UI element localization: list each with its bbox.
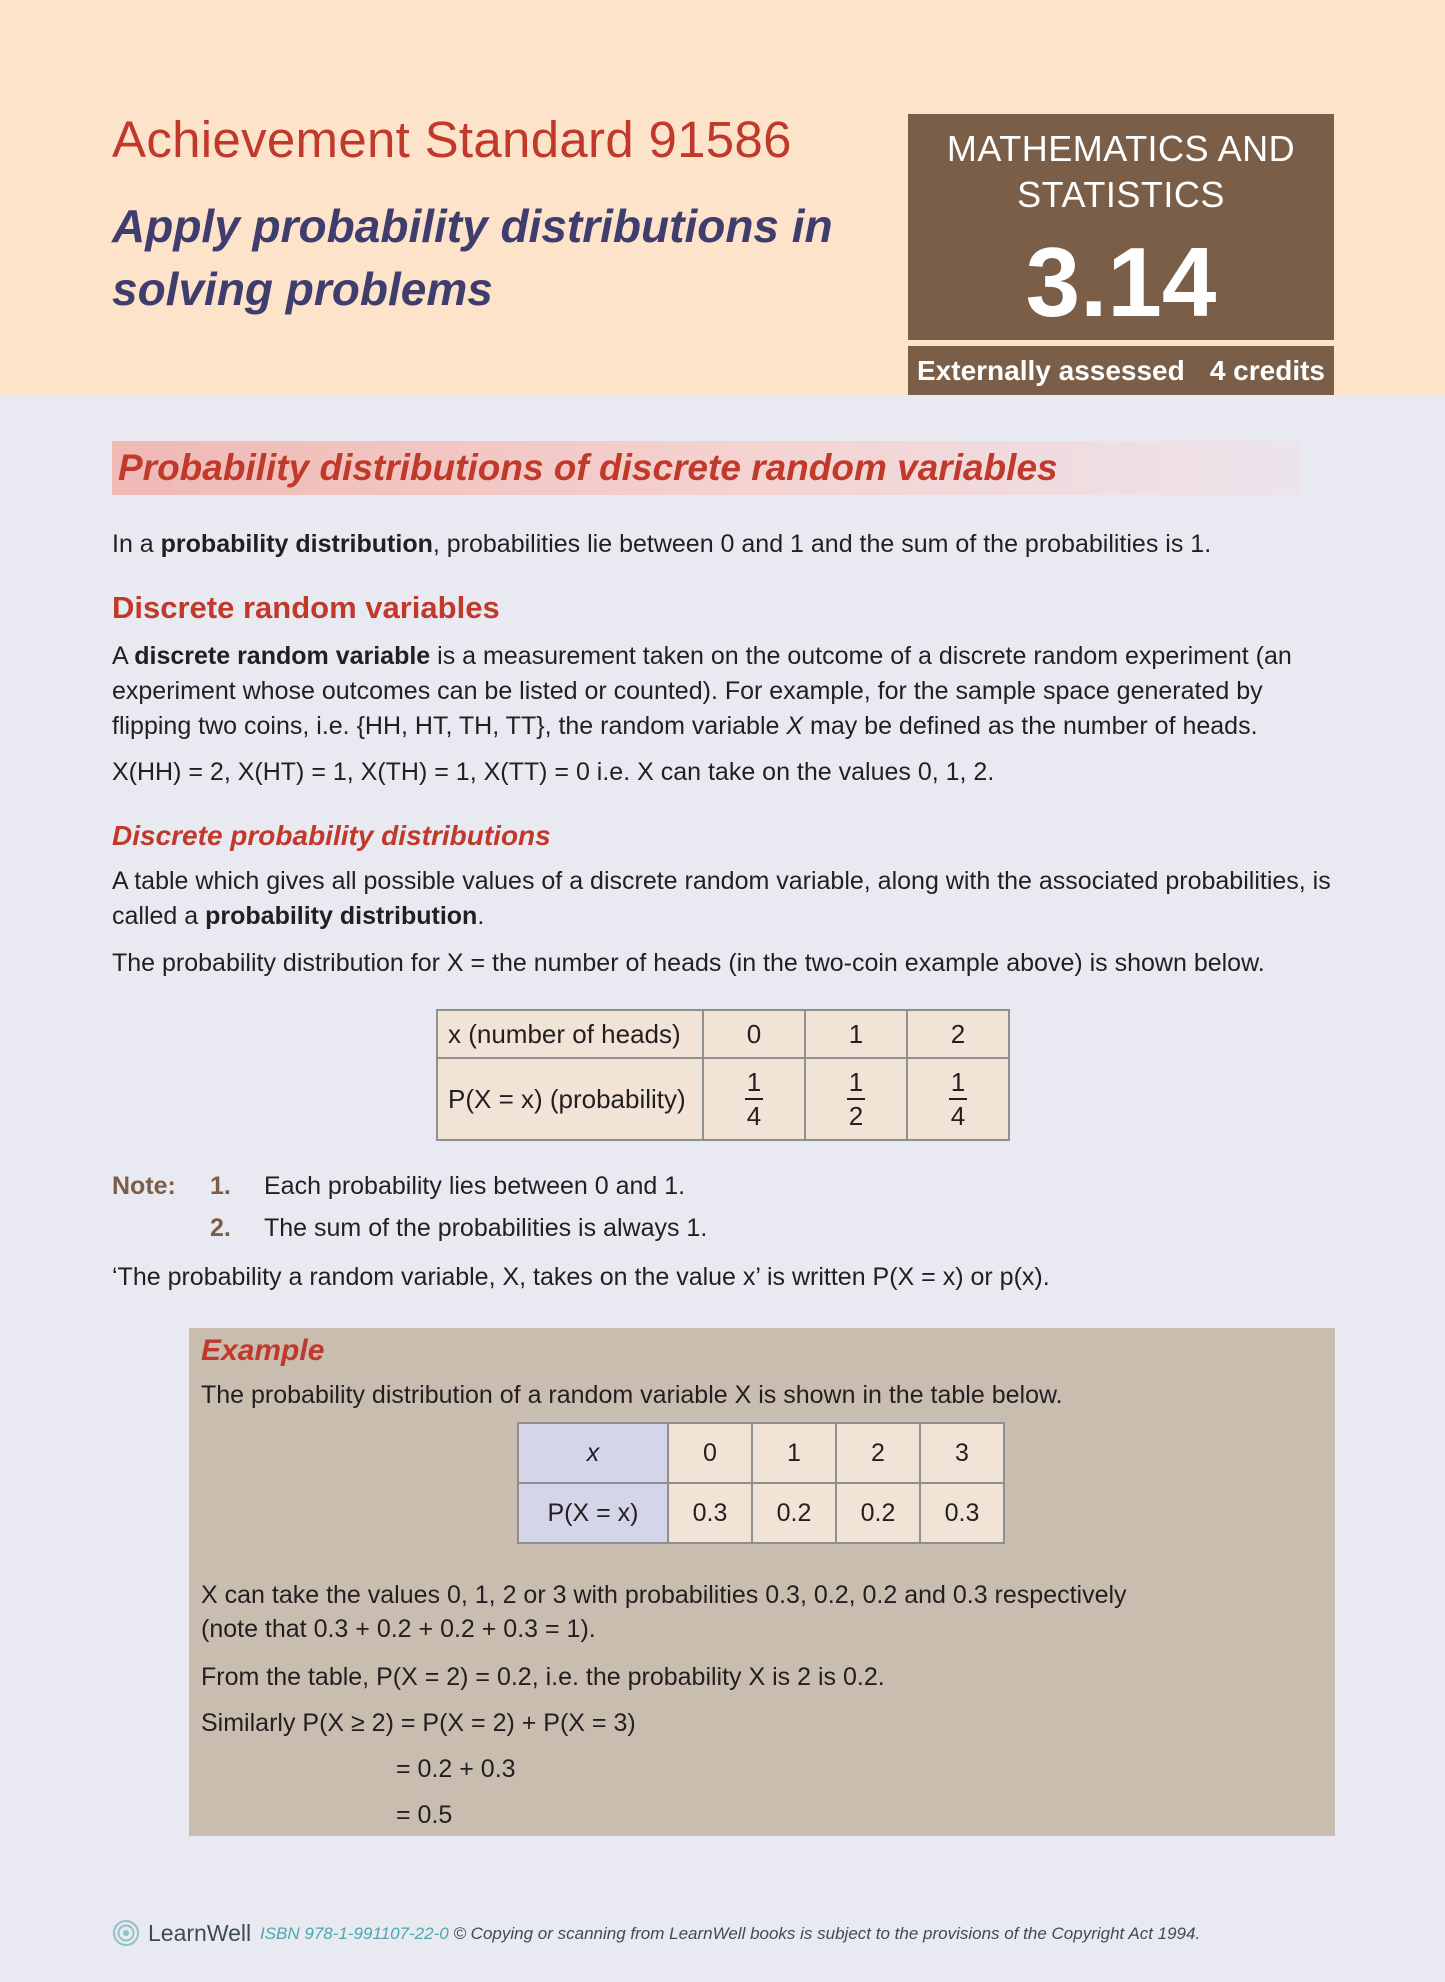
notation-line: ‘The probability a random variable, X, takes on the value x’ is written P(X = x) or p(x). — [112, 1263, 1050, 1291]
numerator: 1 — [746, 1067, 762, 1097]
table-header-cell: P(X = x) (probability) — [437, 1058, 703, 1140]
table-cell: 0.3 — [920, 1483, 1004, 1543]
table-cell: 2 — [836, 1423, 920, 1483]
note-number: 1. — [210, 1172, 231, 1200]
assessment-type: Externally assessed — [917, 355, 1185, 386]
distributions-text-end: . — [477, 902, 485, 930]
table-cell — [703, 1058, 805, 1140]
note-number: 2. — [210, 1214, 231, 1242]
example-line-1: X can take the values 0, 1, 2 or 3 with probabilities 0.3, 0.2, 0.2 and 0.3 respectively — [201, 1581, 1127, 1609]
table-cell: 3 — [920, 1423, 1004, 1483]
denominator: 4 — [950, 1101, 966, 1131]
distributions-text: A table which gives all possible values of a discrete random variable, along with the associated probabilities, is called a — [112, 867, 1331, 930]
standard-subtitle: Apply probability distributions in solving problems — [112, 200, 833, 315]
table-row — [518, 1423, 1004, 1483]
note-label: Note: — [112, 1172, 176, 1200]
standard-title: Achievement Standard 91586 — [112, 111, 792, 168]
example-title: Example — [201, 1334, 325, 1367]
table-cell: 1 — [805, 1010, 907, 1058]
table-row — [437, 1010, 1009, 1058]
table-row — [518, 1483, 1004, 1543]
legal-text — [260, 1924, 1200, 1944]
subject-number: 3.14 — [1025, 227, 1217, 337]
table-cell: 0 — [703, 1010, 805, 1058]
numerator: 1 — [848, 1067, 864, 1097]
discrete-text: A — [112, 642, 135, 670]
fraction — [847, 1067, 865, 1131]
example-line-3: From the table, P(X = 2) = 0.2, i.e. the probability X is 2 is 0.2. — [201, 1663, 885, 1691]
table-cell: 1 — [752, 1423, 836, 1483]
section-title: Probability distributions of discrete random variables — [118, 447, 1058, 488]
distributions-paragraph-2: The probability distribution for X = the number of heads (in the two-coin example above) is shown below. — [112, 949, 1265, 977]
table-header-cell: x — [518, 1423, 668, 1483]
table-cell: 0.3 — [668, 1483, 752, 1543]
discrete-text-mid: is a measurement taken on the outcome of a discrete random experiment (an experiment whose outcomes can be listed or counted). For example, for the sample space generated by flipping two coins, i.e. {HH, HT, TH, TT}, the random variable — [112, 642, 1292, 740]
intro-term: probability distribution — [160, 530, 433, 558]
table-header-cell: P(X = x) — [518, 1483, 668, 1543]
example-line-5: = 0.2 + 0.3 — [396, 1755, 516, 1783]
credit-bar — [908, 346, 1334, 395]
table-cell — [907, 1058, 1009, 1140]
table-row — [437, 1058, 1009, 1140]
intro-text-rest: , probabilities lie between 0 and 1 and the sum of the probabilities is 1. — [432, 530, 1212, 558]
distributions-heading: Discrete probability distributions — [112, 820, 551, 851]
table-header-cell: x (number of heads) — [437, 1010, 703, 1058]
example-intro: The probability distribution of a random variable X is shown in the table below. — [201, 1381, 1063, 1409]
example-distribution-table — [517, 1422, 1005, 1544]
discrete-var: X — [786, 712, 804, 740]
distributions-term: probability distribution — [205, 902, 478, 930]
table-cell: 2 — [907, 1010, 1009, 1058]
table-cell: 0 — [668, 1423, 752, 1483]
discrete-term: discrete random variable — [134, 642, 431, 670]
fraction — [745, 1067, 763, 1131]
footer — [112, 1916, 1342, 1956]
discrete-paragraph — [112, 639, 1337, 744]
values-line: X(HH) = 2, X(HT) = 1, X(TH) = 1, X(TT) = 0 i.e. X can take on the values 0, 1, 2. — [112, 758, 995, 786]
table-cell: 0.2 — [836, 1483, 920, 1543]
brand-name: LearnWell — [148, 1920, 252, 1946]
numerator: 1 — [950, 1067, 966, 1097]
example-line-4: Similarly P(X ≥ 2) = P(X = 2) + P(X = 3) — [201, 1709, 636, 1737]
subject-box — [908, 114, 1334, 340]
note-text: The sum of the probabilities is always 1. — [264, 1214, 708, 1242]
discrete-text-end: may be defined as the number of heads. — [803, 712, 1258, 740]
denominator: 2 — [848, 1101, 864, 1131]
intro-paragraph — [112, 527, 1211, 562]
example-line-2: (note that 0.3 + 0.2 + 0.2 + 0.3 = 1). — [201, 1615, 596, 1643]
copyright: © Copying or scanning from LearnWell books is subject to the provisions of the Copyright Act 1994. — [453, 1924, 1201, 1943]
note-text: Each probability lies between 0 and 1. — [264, 1172, 686, 1200]
distributions-paragraph — [112, 864, 1337, 934]
subject-name: MATHEMATICS AND STATISTICS — [946, 128, 1296, 215]
discrete-heading: Discrete random variables — [112, 590, 500, 625]
table-cell: 0.2 — [752, 1483, 836, 1543]
fraction — [949, 1067, 967, 1131]
denominator: 4 — [746, 1101, 762, 1131]
heads-distribution-table — [436, 1009, 1010, 1141]
learnwell-logo-icon — [112, 1919, 140, 1947]
isbn: ISBN 978-1-991107-22-0 — [260, 1924, 449, 1943]
example-line-6: = 0.5 — [396, 1801, 453, 1829]
intro-text: In a — [112, 530, 161, 558]
table-cell — [805, 1058, 907, 1140]
credits: 4 credits — [1209, 355, 1325, 386]
